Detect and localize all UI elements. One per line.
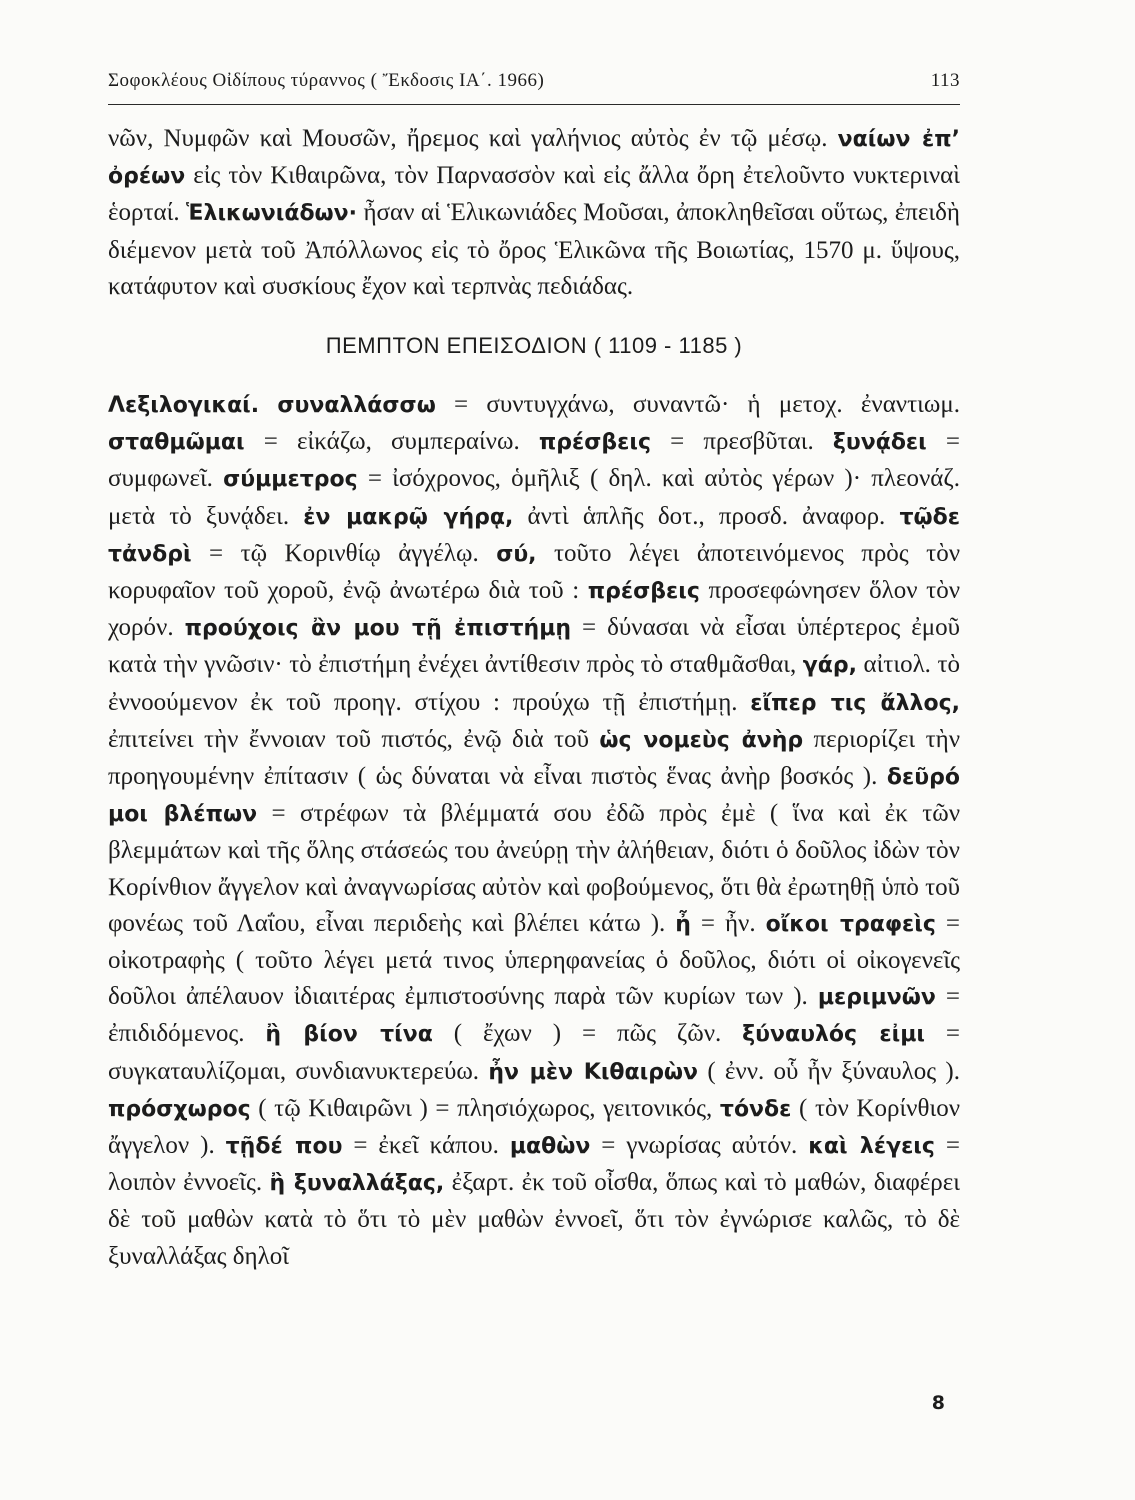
gloss-run: ( τῷ Κιθαιρῶνι ) = πλησιόχωρος, γειτονικός, <box>250 1094 720 1122</box>
lemma-term: καὶ λέγεις <box>808 1134 935 1160</box>
lemma-term: συναλλάσσω <box>277 393 436 419</box>
gloss-run: νῶν, Νυμφῶν καὶ Μουσῶν, ἤρεμος καὶ γαλήνιος αὐτὸς ἐν τῷ μέσῳ. <box>108 125 838 152</box>
gloss-run: προσεφώνησεν ὅλον τὸν χορόν. <box>108 577 960 642</box>
gloss-run: = ἐκεῖ κάπου. <box>342 1132 510 1160</box>
gloss-run: ἦσαν αἱ Ἑλικωνιάδες Μοῦσαι, ἀποκληθεῖσαι οὕτως, ἐπειδὴ διέμενον μετὰ τοῦ Ἀπόλλωνος εἰς τὸ ὄρος Ἑλικῶνα τῆς Βοιωτίας, 1570 μ. ὕψους, κατάφυτον καὶ συσκίους ἔχον καὶ τερπνὰς πεδιάδας. <box>108 199 960 300</box>
lemma-term: ἐν μακρῷ γήρᾳ, <box>303 504 514 530</box>
lemma-term: μαθὼν <box>509 1134 591 1160</box>
page-number: 113 <box>930 70 960 91</box>
gloss-run: αἰτιολ. τὸ ἐννοούμενον ἐκ τοῦ προηγ. στίχου : προύχω τῇ ἐπιστήμῃ. <box>108 651 960 716</box>
lemma-term: εἴπερ τις ἄλλος, <box>750 690 960 716</box>
lemma-term: γάρ, <box>802 653 857 679</box>
lemma-term: τῷδε τἀνδρὶ <box>108 504 960 567</box>
lemma-term: ξυνᾴδει <box>832 430 927 456</box>
lemma-term: ἦ <box>675 911 691 937</box>
lemma-term: δεῦρό μοι βλέπων <box>108 765 960 828</box>
signature-mark: 8 <box>931 1392 945 1414</box>
gloss-run: περιορίζει τὴν προηγουμένην ἐπίτασιν ( ὡς δύναται νὰ εἶναι πιστὸς ἕνας ἀνὴρ βοσκός ). <box>108 725 960 791</box>
gloss-run: = λοιπὸν ἐννοεῖς. <box>108 1132 960 1197</box>
intro-paragraph <box>108 121 960 305</box>
gloss-run: = στρέφων τὰ βλέμματά σου ἐδῶ πρὸς ἐμὲ ( ἵνα καὶ ἐκ τῶν βλεμμάτων καὶ τῆς ὅλης στάσεώς του ἀνεύρῃ τὴν ἀλήθειαν, διότι ὁ δοῦλος ἰδὼν τὸν Κορίνθιον ἄγγελον καὶ ἀναγνωρίσας αὐτὸν καὶ φοβούμενος, ὅτι θὰ ἐρωτηθῇ ὑπὸ τοῦ φονέως τοῦ Λαΐου, εἶναι περιδεὴς καὶ βλέπει κάτω ). <box>108 800 961 937</box>
gloss-run: ( τὸν Κορίνθιον ἄγγελον ). <box>108 1094 960 1160</box>
lemma-term: σύ, <box>496 541 537 567</box>
gloss-run: ἐξαρτ. ἐκ τοῦ οἶσθα, ὅπως καὶ τὸ μαθών, διαφέρει δὲ τοῦ μαθὼν κατὰ τὸ ὅτι τὸ μὲν μαθὼν ἐννοεῖ, ὅτι τὸν ἐγνώρισε καλῶς, τὸ δὲ ξυναλλάξας δηλοῖ <box>108 1169 960 1270</box>
lemma-term: οἴκοι τραφεὶς <box>765 911 936 937</box>
gloss-run: = συμφωνεῖ. <box>108 428 961 493</box>
lemma-term: προύχοις ἂν μου τῇ ἐπιστήμῃ <box>184 616 572 642</box>
gloss-run: = ἐπιδιδόμενος. <box>108 983 960 1048</box>
gloss-run: = δύνασαι νὰ εἶσαι ὑπέρτερος ἐμοῦ κατὰ τὴν γνῶσιν· τὸ ἐπιστήμη ἐνέχει ἀντίθεσιν πρὸς τὸ σταθμᾶσθαι, <box>108 614 961 679</box>
lemma-term: πρόσχωρος <box>108 1096 251 1122</box>
gloss-run: = γνωρίσας αὐτόν. <box>590 1132 809 1160</box>
lemma-term: ὡς νομεὺς ἀνὴρ <box>599 727 804 753</box>
running-header <box>108 70 960 105</box>
running-title: Σοφοκλέους Οἰδίπους τύραννος ( Ἔκδοσις ΙΑ΄. 1966) <box>108 70 545 91</box>
gloss-run: ( ἔχων ) = πῶς ζῶν. <box>432 1020 743 1048</box>
lemma-term: Ἑλικωνιάδων· <box>186 201 358 227</box>
lemma-term: ναίων ἐπ’ ὀρέων <box>108 127 960 190</box>
lemma-term: τῇδέ που <box>225 1134 343 1160</box>
gloss-run: εἰς τὸν Κιθαιρῶνα, τὸν Παρνασσὸν καὶ εἰς ἄλλα ὄρη ἐτελοῦντο νυκτεριναὶ ἑορταί. <box>108 162 960 227</box>
gloss-run: = τῷ Κορινθίῳ ἀγγέλῳ. <box>191 539 497 567</box>
lemma-term: πρέσβεις <box>587 579 700 605</box>
gloss-run: ἐπιτείνει τὴν ἔννοιαν τοῦ πιστός, ἐνῷ διὰ τοῦ <box>108 725 600 753</box>
lemma-term: μεριμνῶν <box>817 985 936 1011</box>
glossary-paragraph <box>108 387 960 1275</box>
gloss-run: = οἰκοτραφὴς ( τοῦτο λέγει μετά τινος ὑπερηφανείας ὁ δοῦλος, διότι οἱ οἰκογενεῖς δοῦλοι ἀπέλαυον ἰδιαιτέρας ἐμπιστοσύνης παρὰ τῶν κυρίων των ). <box>108 909 960 1011</box>
lemma-term: ἢ ξυναλλάξας, <box>269 1171 445 1197</box>
glossary-text <box>108 387 960 1275</box>
lemma-term: σύμμετρος <box>223 467 358 493</box>
lemma-term: τόνδε <box>719 1096 792 1122</box>
lemma-term: Λεξιλογικαί. <box>108 393 260 419</box>
gloss-run: = συγκαταυλίζομαι, συνδιανυκτερεύω. <box>108 1020 960 1085</box>
section-heading: ΠΕΜΠΤΟΝ ΕΠΕΙΣΟΔΙΟΝ ( 1109 - 1185 ) <box>325 333 743 359</box>
gloss-run: = εἰκάζω, συμπεραίνω. <box>244 428 539 456</box>
book-page <box>108 70 960 1275</box>
lemma-term: πρέσβεις <box>538 430 651 456</box>
gloss-run <box>259 391 277 418</box>
gloss-run: = συντυγχάνω, συναντῶ· ἡ μετοχ. ἐναντιωμ. <box>435 391 960 419</box>
lemma-term: σταθμῶμαι <box>108 430 245 456</box>
gloss-run: ἀντὶ ἁπλῆς δοτ., προσδ. ἀναφορ. <box>513 502 900 530</box>
lemma-term: ἦν μὲν Κιθαιρὼν <box>488 1059 699 1085</box>
lemma-term: ἢ βίον τίνα <box>265 1022 433 1048</box>
gloss-run: τοῦτο λέγει ἀποτεινόμενος πρὸς τὸν κορυφαῖον τοῦ χοροῦ, ἐνῷ ἀνωτέρω διὰ τοῦ : <box>108 539 960 605</box>
gloss-run: = ἦν. <box>690 909 766 937</box>
intro-text <box>108 121 960 305</box>
lemma-term: ξύναυλός εἰμι <box>742 1022 925 1048</box>
gloss-run: = πρεσβῦται. <box>651 428 833 456</box>
gloss-run: ( ἐνν. οὗ ἦν ξύναυλος ). <box>698 1057 960 1085</box>
gloss-run: = ἰσόχρονος, ὁμῆλιξ ( δηλ. καὶ αὐτὸς γέρων )· πλεονάζ. μετὰ τὸ ξυνᾴδει. <box>108 465 961 530</box>
